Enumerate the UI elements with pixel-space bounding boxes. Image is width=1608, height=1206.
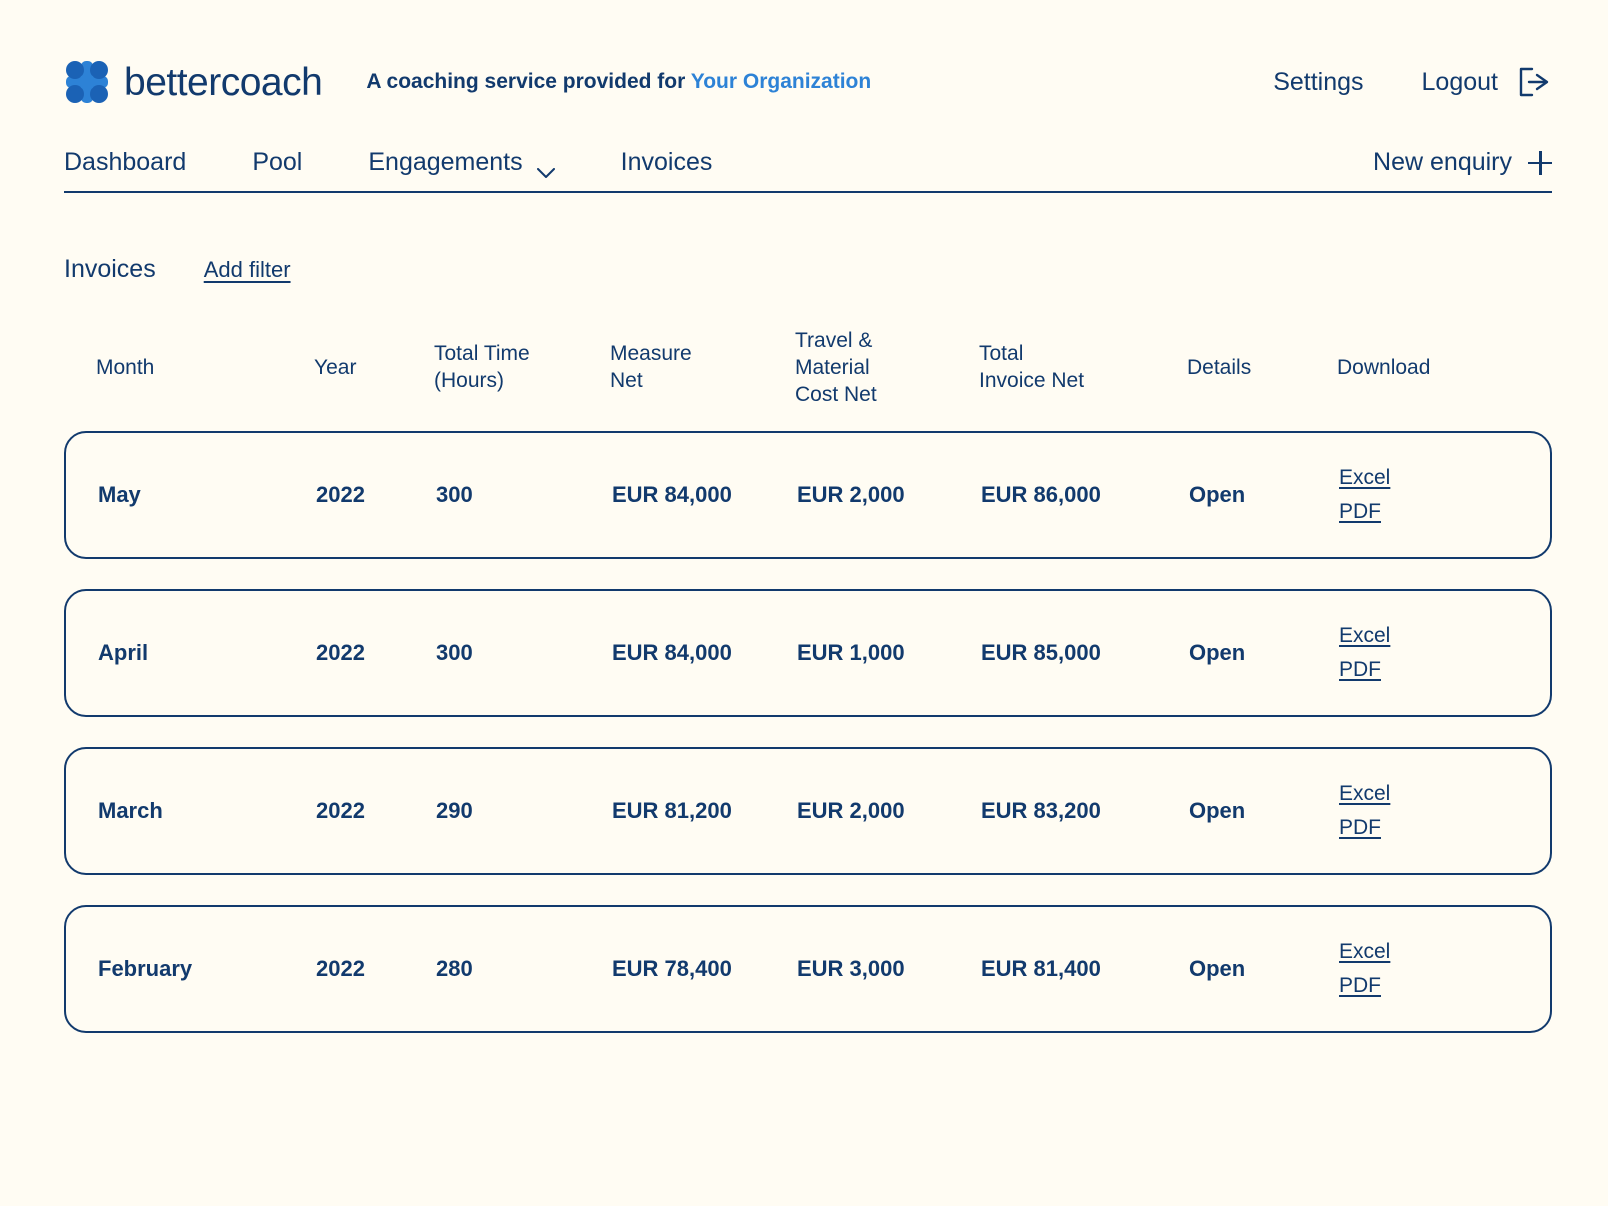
column-header-total-time: Total Time (Hours) [434,342,530,393]
column-header-total-invoice-net: Total Invoice Net [979,342,1085,393]
cell-details-open[interactable]: Open [1189,481,1246,507]
cell-month: April [98,639,149,665]
cell-year: 2022 [316,797,365,823]
invoices-table [64,328,1552,1033]
cell-travel-material-net: EUR 2,000 [797,481,905,507]
cell-year: 2022 [316,955,365,981]
cell-details-open[interactable]: Open [1189,639,1246,665]
new-enquiry-button[interactable] [1373,148,1552,177]
plus-icon [1528,151,1552,175]
download-pdf-link[interactable]: PDF [1339,973,1381,997]
column-header-year: Year [314,355,357,379]
cell-download [1339,624,1499,682]
brand-name: bettercoach [124,60,323,104]
download-pdf-link[interactable]: PDF [1339,657,1381,681]
logout-label: Logout [1421,67,1498,96]
cell-year: 2022 [316,481,365,507]
settings-link[interactable]: Settings [1273,67,1364,96]
column-header-month: Month [96,355,155,379]
logout-button[interactable] [1422,67,1552,97]
nav-label: Engagements [368,148,523,176]
nav-label: Dashboard [64,148,187,176]
download-excel-link[interactable]: Excel [1339,465,1391,489]
table-row[interactable] [64,431,1552,559]
header-tagline [366,70,871,94]
column-header-details: Details [1187,355,1252,379]
cell-download [1339,940,1499,998]
column-header-measure-net: Measure Net [610,342,692,393]
cell-download [1339,782,1499,840]
cell-measure-net: EUR 84,000 [612,481,732,507]
cell-measure-net: EUR 84,000 [612,639,732,665]
add-filter-link[interactable]: Add filter [203,257,291,282]
clover-logo-icon [64,59,110,105]
cell-month: February [98,955,193,981]
cell-travel-material-net: EUR 2,000 [797,797,905,823]
table-header-row [64,328,1552,409]
column-header-download: Download [1337,355,1431,379]
section-header [64,255,1608,284]
cell-details-open[interactable]: Open [1189,797,1246,823]
cell-total-invoice-net: EUR 81,400 [981,955,1101,981]
table-row[interactable] [64,589,1552,717]
cell-details-open[interactable]: Open [1189,955,1246,981]
header-actions [1273,67,1552,97]
logout-arrow-icon [1518,67,1552,97]
nav-label: Pool [252,148,303,176]
nav-item-invoices[interactable] [621,148,713,177]
cell-travel-material-net: EUR 1,000 [797,639,905,665]
download-excel-link[interactable]: Excel [1339,781,1391,805]
download-pdf-link[interactable]: PDF [1339,499,1381,523]
cell-month: March [98,797,163,823]
table-row[interactable] [64,905,1552,1033]
page-header [0,0,1608,120]
cell-year: 2022 [316,639,365,665]
download-excel-link[interactable]: Excel [1339,939,1391,963]
brand-logo[interactable] [64,59,322,105]
main-nav [64,148,1552,193]
nav-item-pool[interactable] [252,148,302,177]
cell-total-time: 280 [436,955,473,981]
cell-travel-material-net: EUR 3,000 [797,955,905,981]
cell-total-invoice-net: EUR 85,000 [981,639,1101,665]
cell-total-time: 300 [436,639,473,665]
organization-name: Your Organization [690,70,872,93]
cell-total-time: 300 [436,481,473,507]
nav-label: Invoices [620,148,713,176]
cell-total-time: 290 [436,797,473,823]
cell-measure-net: EUR 78,400 [612,955,732,981]
cell-total-invoice-net: EUR 86,000 [981,481,1101,507]
cell-measure-net: EUR 81,200 [612,797,732,823]
cell-total-invoice-net: EUR 83,200 [981,797,1101,823]
page-title: Invoices [64,255,156,283]
nav-item-engagements[interactable] [368,148,554,177]
cell-month: May [98,481,141,507]
new-enquiry-label: New enquiry [1373,148,1512,176]
nav-item-dashboard[interactable] [64,148,186,177]
download-excel-link[interactable]: Excel [1339,623,1391,647]
tagline-prefix: A coaching service provided for [366,70,686,93]
download-pdf-link[interactable]: PDF [1339,815,1381,839]
chevron-down-icon [537,157,555,168]
cell-download [1339,466,1499,524]
column-header-travel-material-cost-net: Travel & Material Cost Net [795,329,877,406]
table-row[interactable] [64,747,1552,875]
